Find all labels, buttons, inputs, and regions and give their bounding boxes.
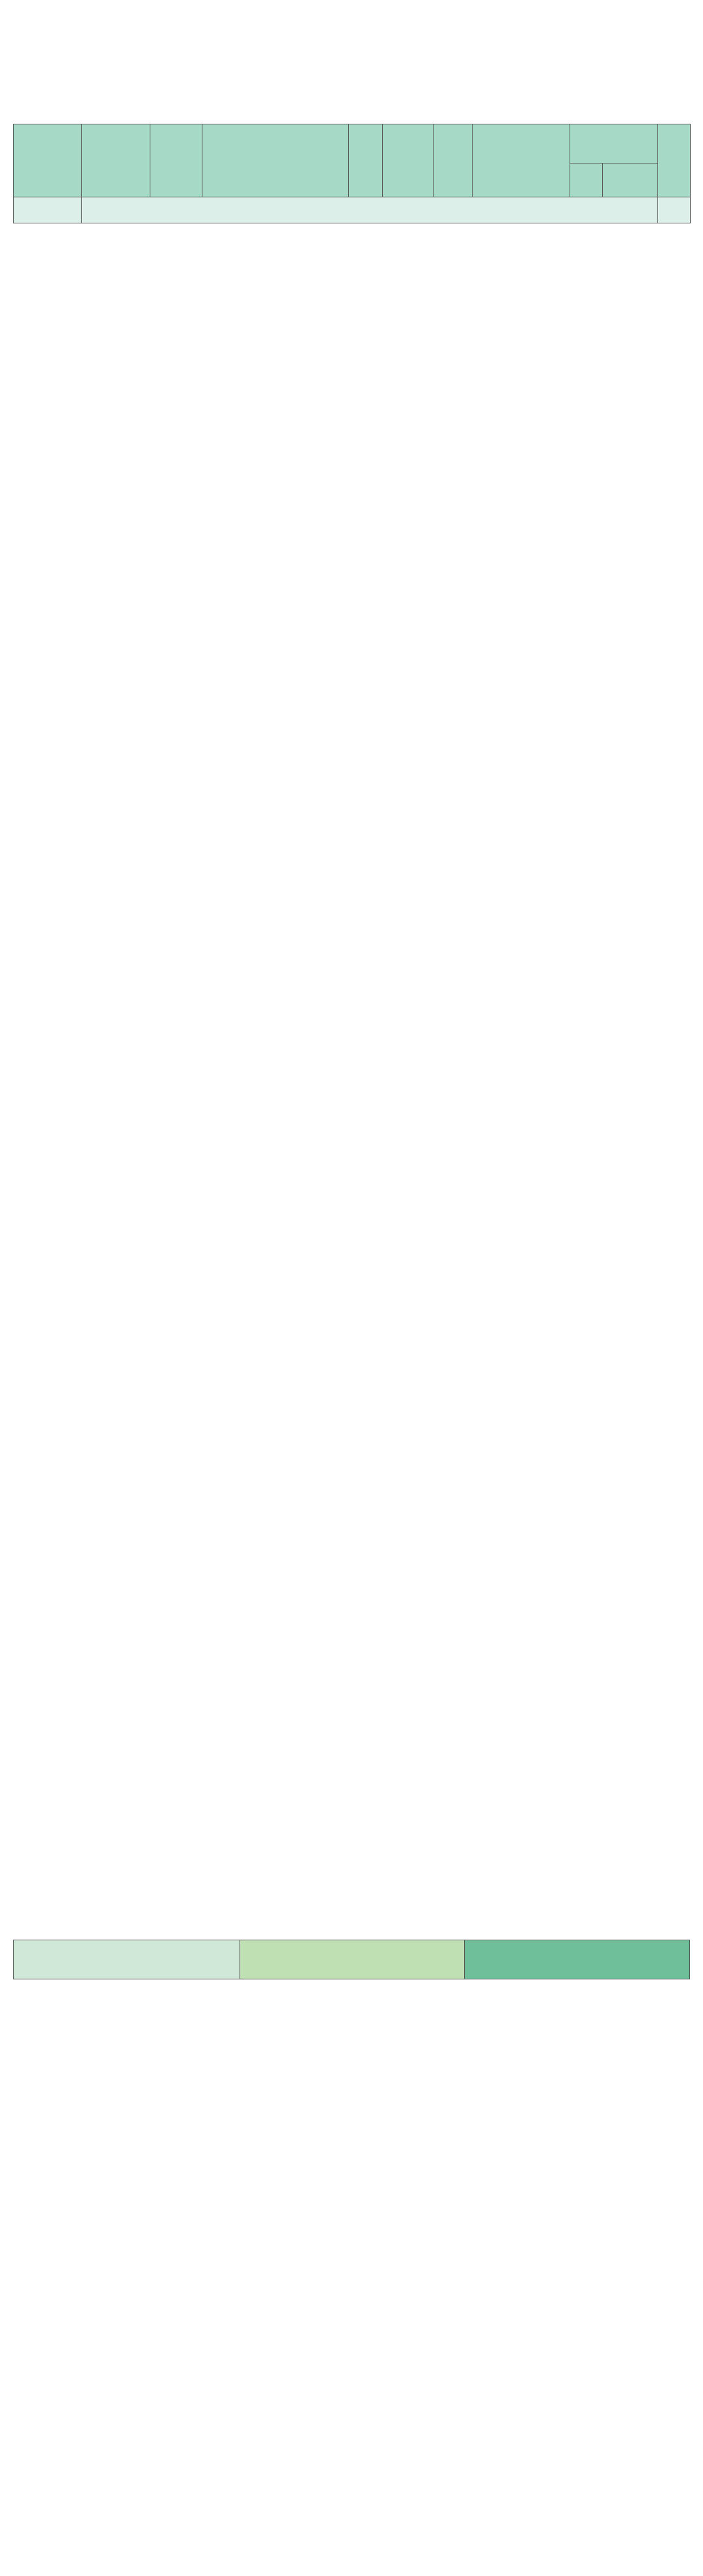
total-label <box>82 197 658 223</box>
admission-score-table <box>13 1940 690 2054</box>
header-count <box>658 124 691 197</box>
year-2020 <box>240 1940 465 1979</box>
total-blank <box>14 197 82 223</box>
header-subject-312 <box>603 163 658 197</box>
header-subject-33 <box>570 163 603 197</box>
header-school-code <box>14 124 82 197</box>
header-category <box>434 124 473 197</box>
header-subjects <box>570 124 658 163</box>
year-2021 <box>465 1940 690 1979</box>
header-physical <box>473 124 570 197</box>
header-gender <box>349 124 383 197</box>
header-major-name <box>202 124 349 197</box>
header-major-code <box>150 124 202 197</box>
enrollment-plan-table <box>13 124 691 223</box>
header-college <box>82 124 150 197</box>
year-2019 <box>14 1940 240 1979</box>
total-count <box>658 197 691 223</box>
header-track <box>383 124 434 197</box>
